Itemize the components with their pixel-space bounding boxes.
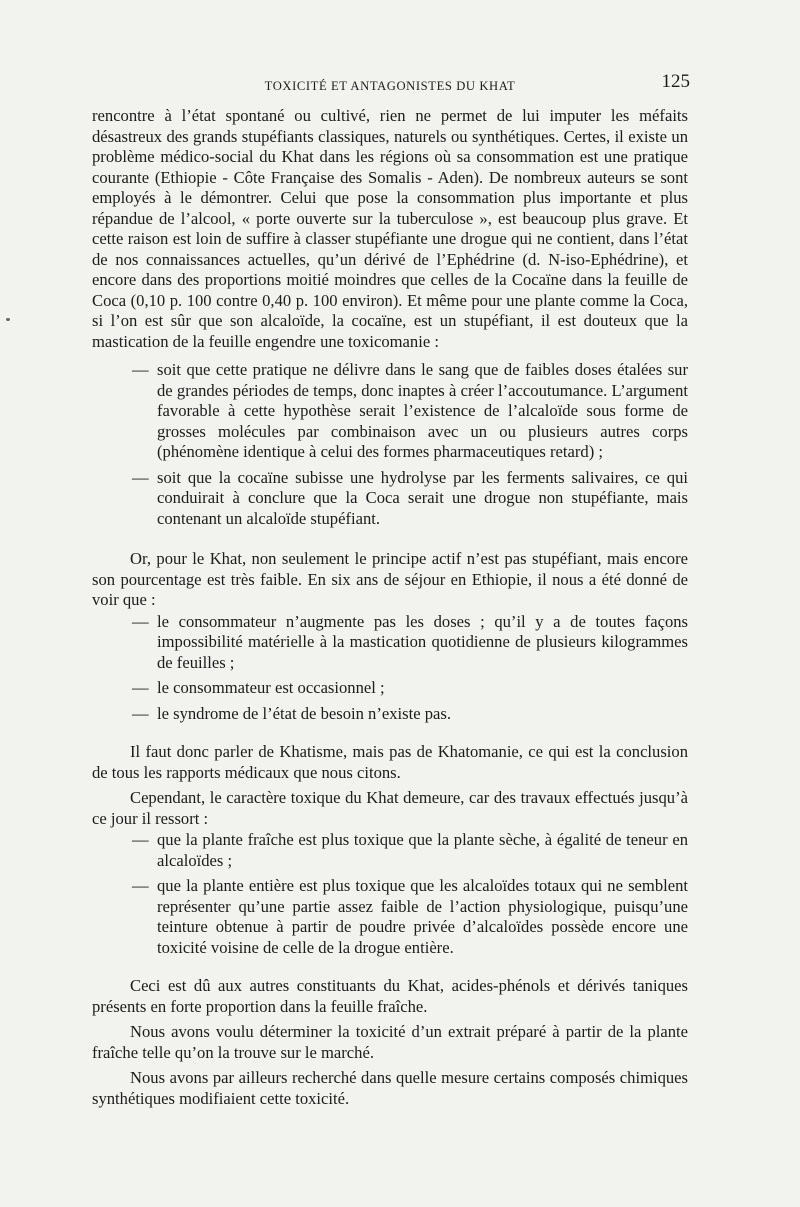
list-item-text: le consommateur est occasionnel ;: [157, 678, 385, 697]
list-item: [92, 360, 688, 463]
list-item-text: le consommateur n’augmente pas les doses ; qu’il y a de toutes façons impossibilité matérielle à la mastication quotidienne de plusieurs kilogrammes de feuilles ;: [157, 611, 688, 672]
dash-marker: —: [132, 876, 149, 895]
dash-marker: —: [132, 611, 149, 631]
dash-list: [92, 830, 688, 958]
paragraph: Nous avons par ailleurs recherché dans quelle mesure certains composés chimiques synthétiques modifiaient cette toxicité.: [92, 1068, 688, 1108]
list-item: [92, 704, 688, 725]
running-head: TOXICITÉ ET ANTAGONISTES DU KHAT: [264, 79, 516, 93]
list-item-text: que la plante entière est plus toxique que les alcaloïdes totaux qui ne semblent représenter qu’une partie assez faible de l’action physiologique, puisqu’une teinture obtenue à partir de poudre privée d’alcaloïdes possède encore une toxicité voisine de celle de la drogue entière.: [157, 876, 688, 957]
paragraph: Or, pour le Khat, non seulement le principe actif n’est pas stupéfiant, mais encore son pourcentage est très faible. En six ans de séjour en Ethiopie, il nous a été donné de voir que :: [92, 549, 688, 609]
paragraph: Il faut donc parler de Khatisme, mais pas de Khatomanie, ce qui est la conclusion de tous les rapports médicaux que nous citons.: [92, 742, 688, 782]
list-item: [92, 468, 688, 530]
dash-marker: —: [132, 703, 149, 723]
list-item-text: que la plante fraîche est plus toxique que la plante sèche, à égalité de teneur en alcaloïdes ;: [157, 830, 688, 870]
dash-list: [92, 360, 688, 529]
body-text: [92, 106, 688, 1109]
list-item: [92, 830, 688, 871]
list-item: [92, 612, 688, 674]
paragraph: Nous avons voulu déterminer la toxicité d’un extrait préparé à partir de la plante fraîche telle qu’on la trouve sur le marché.: [92, 1022, 688, 1062]
list-item: [92, 876, 688, 958]
dash-marker: —: [132, 467, 149, 487]
paragraph: Cependant, le caractère toxique du Khat demeure, car des travaux effectués jusqu’à ce jour il ressort :: [92, 788, 688, 828]
paragraph: Ceci est dû aux autres constituants du Khat, acides-phénols et dérivés taniques présents en forte proportion dans la feuille fraîche.: [92, 976, 688, 1016]
list-item-text: le syndrome de l’état de besoin n’existe pas.: [157, 703, 451, 723]
page-number: 125: [661, 71, 690, 92]
list-item-text: soit que la cocaïne subisse une hydrolyse par les ferments salivaires, ce qui conduirait à conclure que la Coca serait une drogue non stupéfiante, mais contenant un alcaloïde stupéfiant.: [157, 467, 688, 528]
paragraph: rencontre à l’état spontané ou cultivé, rien ne permet de lui imputer les méfaits désastreux des grands stupéfiants classiques, naturels ou synthétiques. Certes, il existe un problème médico-social du Khat dans les régions où sa consommation est une pratique courante (Ethiopie - Côte Française des Somalis - Aden). De nombreux auteurs se sont employés à le démontrer. Celui que pose la consommation plus importante et plus répandue de l’alcool, « porte ouverte sur la tuberculose », est beaucoup plus grave. Et cette raison est loin de suffire à classer stupéfiante une drogue qui ne contient, dans l’état de nos connaissances actuelles, qu’un dérivé de l’Ephédrine (d. N-iso-Ephédrine), et encore dans des proportions moitié moindres que celles de la Cocaïne dans la feuille de Coca (0,10 p. 100 contre 0,40 p. 100 environ). Et même pour une plante comme la Coca, si l’on est sûr que son alcaloïde, la cocaïne, est un stupéfiant, il est douteux que la mastication de la feuille engendre une toxicomanie :: [92, 106, 688, 351]
dash-list: [92, 612, 688, 725]
list-item-text: soit que cette pratique ne délivre dans le sang que de faibles doses étalées sur de grandes périodes de temps, donc inaptes à créer l’accoutumance. L’argument favorable à cette hypothèse serait l’existence de l’alcaloïde sous forme de grosses molécules par combinaison avec un ou plusieurs autres corps (phénomène identique à celui des formes pharmaceutiques retard) ;: [157, 360, 688, 461]
dash-marker: —: [132, 360, 149, 379]
list-item: [92, 678, 688, 699]
dash-marker: —: [132, 678, 149, 697]
print-speck: [6, 318, 10, 321]
dash-marker: —: [132, 830, 149, 849]
